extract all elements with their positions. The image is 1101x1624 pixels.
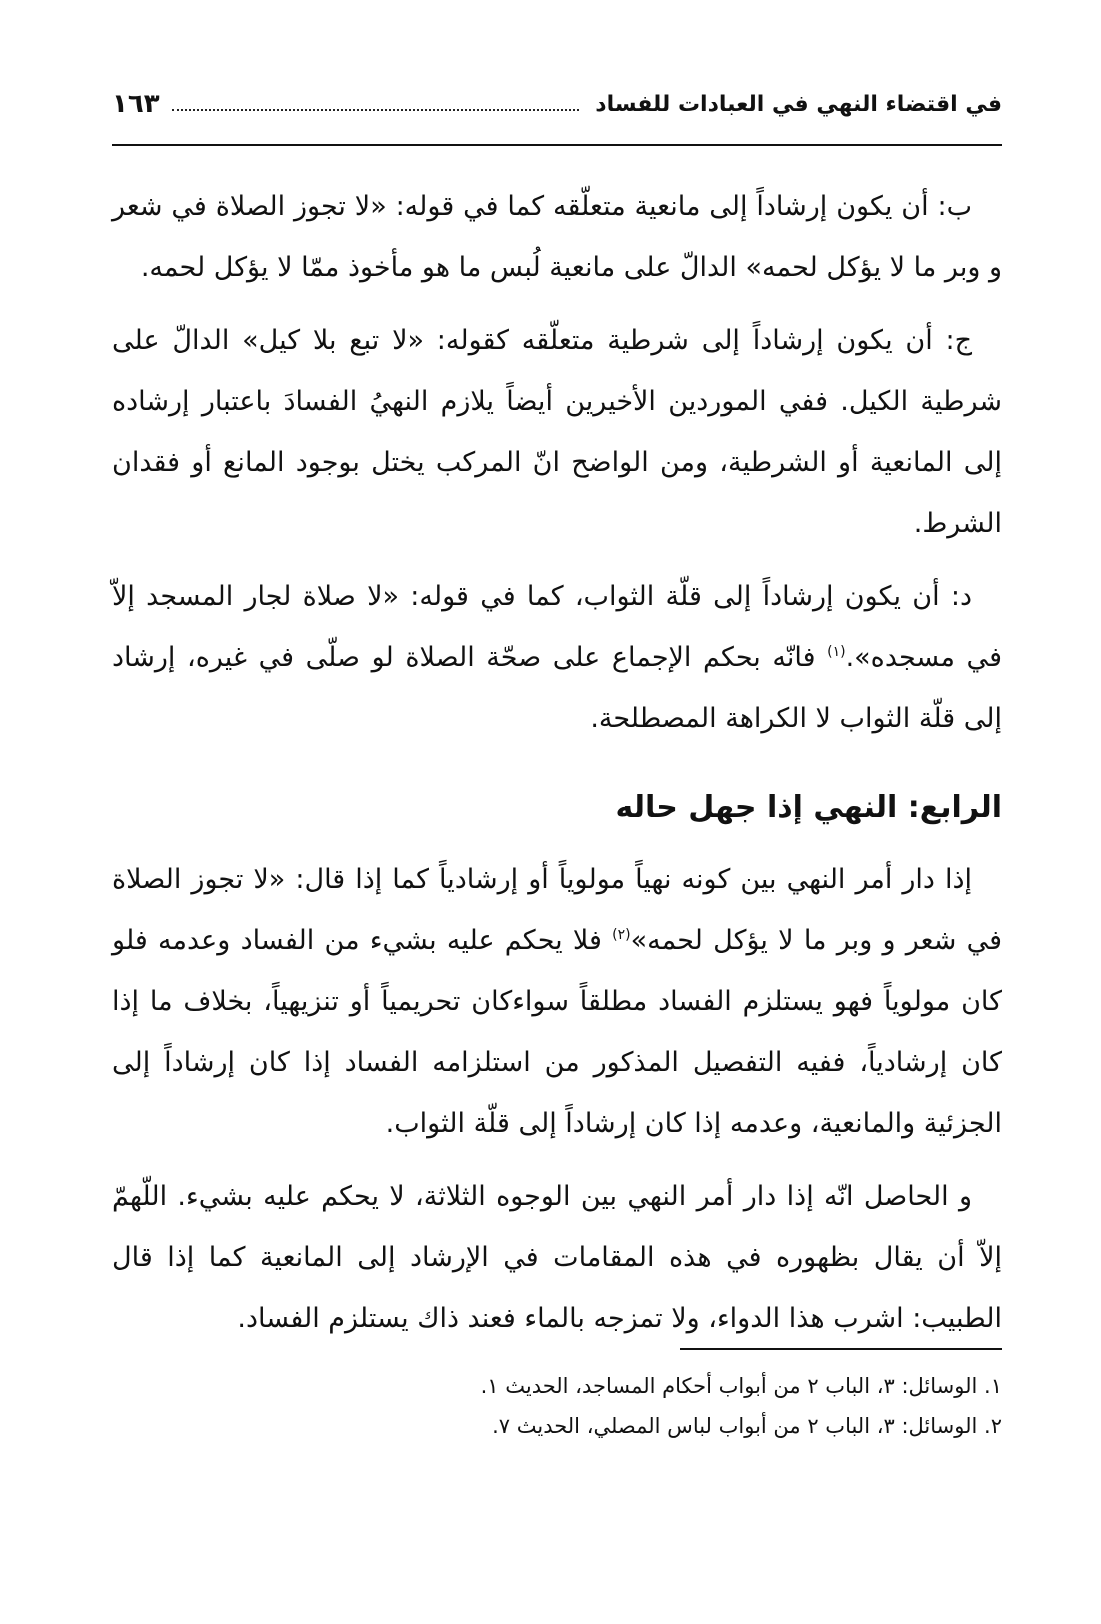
paragraph-b	[112, 176, 1002, 298]
footnote-marker-1[interactable]: (١)	[827, 644, 846, 660]
dotted-leader	[172, 109, 580, 111]
paragraph-j	[112, 310, 1002, 554]
footnote-2: ٢. الوسائل: ٣، الباب ٢ من أبواب لباس المصلي، الحديث ٧.	[492, 1414, 1002, 1438]
paragraph-4-text-1: إذا دار أمر النهي بين كونه نهياً مولوياً أو إرشادياً كما إذا قال: «لا تجوز الصلاة في شعر و وبر ما لا يؤكل لحمه»	[112, 864, 1003, 956]
paragraph-j-text: ج: أن يكون إرشاداً إلى شرطية متعلّقه كقوله: «لا تبع بلا كيل» الدالّ على شرطية الكيل. ففي الموردين الأخيرين أيضاً يلازم النهيُ الفسادَ باعتبار إرشاده إلى المانعية أو الشرطية، ومن الواضح انّ المركب يختل بوجود المانع أو فقدان الشرط.	[112, 325, 1002, 539]
paragraph-d-text-1: د: أن يكون إرشاداً إلى قلّة الثواب، كما في قوله: «لا صلاة لجار المسجد إلاّ في مسجده».	[112, 581, 1002, 673]
paragraph-d	[112, 566, 1002, 749]
paragraph-conclusion	[112, 1166, 1002, 1349]
paragraph-unknown-prohibition	[112, 849, 1002, 1154]
paragraph-b-text: ب: أن يكون إرشاداً إلى مانعية متعلّقه كما في قوله: «لا تجوز الصلاة في شعر و وبر ما لا يؤكل لحمه» الدالّ على مانعية لُبس ما هو مأخوذ ممّا لا يؤكل لحمه.	[112, 191, 1002, 283]
footnote-1: ١. الوسائل: ٣، الباب ٢ من أبواب أحكام المساجد، الحديث ١.	[480, 1374, 1002, 1398]
running-header	[112, 84, 1002, 124]
header-rule	[112, 144, 1002, 146]
main-text	[112, 176, 1002, 1361]
section-heading: الرابع: النهي إذا جهل حاله	[615, 790, 1002, 825]
page-number: ١٦٣	[112, 89, 160, 119]
footnote-rule	[680, 1348, 1002, 1350]
running-title: في اقتضاء النهي في العبادات للفساد	[595, 91, 1002, 117]
footnote-marker-2[interactable]: (٢)	[612, 927, 631, 943]
paragraph-5-text: و الحاصل انّه إذا دار أمر النهي بين الوجوه الثلاثة، لا يحكم عليه بشيء. اللّهمّ إلاّ أن يقال بظهوره في هذه المقامات في الإرشاد إلى المانعية كما إذا قال الطبيب: اشرب هذا الدواء، ولا تمزجه بالماء فعند ذاك يستلزم الفساد.	[112, 1181, 1002, 1334]
paragraph-d-text-2: فانّه بحكم الإجماع على صحّة الصلاة لو صلّى في غيره، إرشاد إلى قلّة الثواب لا الكراهة المصطلحة.	[112, 642, 1002, 734]
paragraph-4-text-2: فلا يحكم عليه بشيء من الفساد وعدمه فلو كان مولوياً فهو يستلزم الفساد مطلقاً سواءكان تحريمياً أو تنزيهياً، بخلاف ما إذا كان إرشادياً، ففيه التفصيل المذكور من استلزامه الفساد إذا كان إرشاداً إلى الجزئية والمانعية، وعدمه إذا كان إرشاداً إلى قلّة الثواب.	[112, 925, 1002, 1139]
footnotes	[112, 1366, 1002, 1446]
